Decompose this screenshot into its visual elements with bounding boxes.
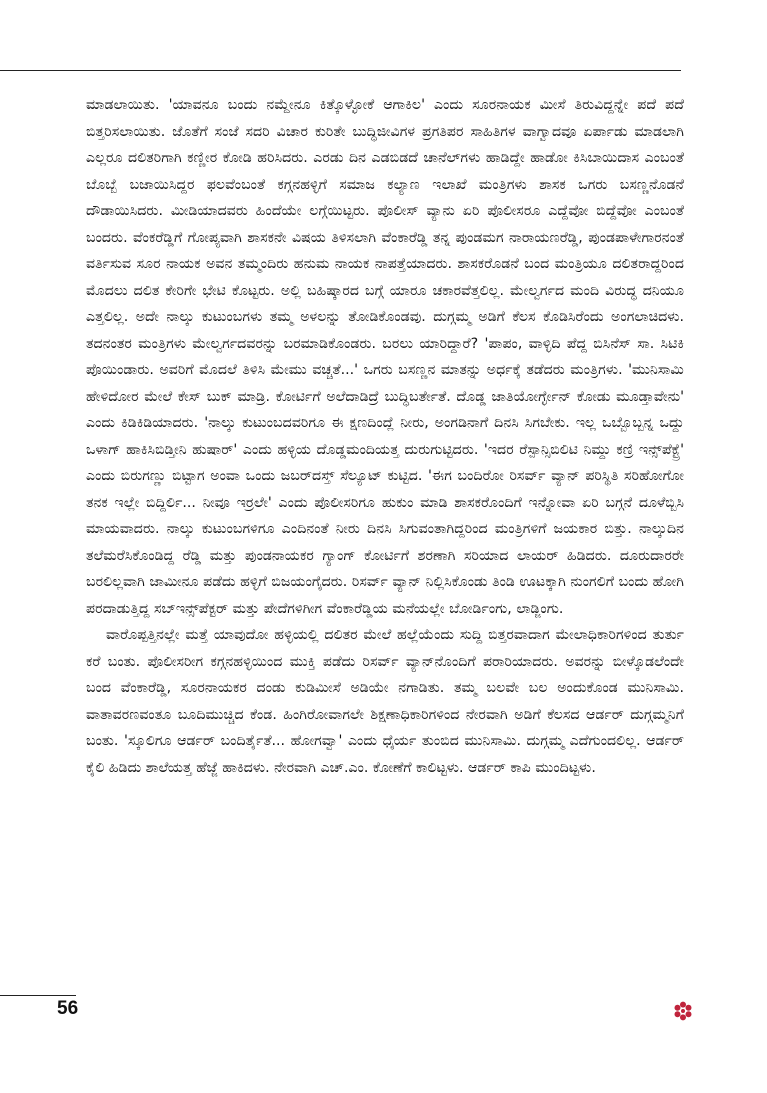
paragraph-1: ಮಾಡಲಾಯಿತು. 'ಯಾವನೂ ಬಂದು ನಮ್ದೇನೂ ಕಿತ್ಕೊಳ್ಳೋಕೆ ಆಗಾಕಿಲ' ಎಂದು ಸೂರನಾಯಕ ಮೀಸೆ ತಿರುವಿದ್ದನ್ನೇ ಪದೆ ಪದೆ ಬಿತ್ತರಿಸಲಾಯಿತು. ಜೊತೆಗೆ ಸಂಜೆ ಸದರಿ ವಿಚಾರ ಕುರಿತೇ ಬುದ್ಧಿಜೀವಿಗಳ ಪ್ರಗತಿಪರ ಸಾಹಿತಿಗಳ ವಾಗ್ವಾದವೂ ಏರ್ಪಾಡು ಮಾಡಲಾಗಿ ಎಲ್ಲರೂ ದಲಿತರಿಗಾಗಿ ಕಣ್ಣೀರ ಕೋಡಿ ಹರಿಸಿದರು. ಎರಡು ದಿನ ಎಡಬಿಡದೆ ಚಾನೆಲ್‌ಗಳು ಹಾಡಿದ್ದೇ ಹಾಡೋ ಕಿಸಿಬಾಯಿದಾಸ ಎಂಬಂತೆ ಬೊಬ್ಬೆ ಬಜಾಯಿಸಿದ್ದರ ಫಲವೆಂಬಂತೆ ಕಗ್ಗನಹಳ್ಳಿಗೆ ಸಮಾಜ ಕಲ್ಯಾಣ ಇಲಾಖೆ ಮಂತ್ರಿಗಳು ಶಾಸಕ ಒಗರು ಬಸಣ್ಣನೊಡನೆ ದೌಡಾಯಿಸಿದರು. ಮೀಡಿಯಾದವರು ಹಿಂದೆಯೇ ಲಗ್ಗೆಯಿಟ್ಟರು. ಪೊಲೀಸ್ ವ್ಯಾನು ಏರಿ ಪೊಲೀಸರೂ ಎದ್ದೆವೋ ಬಿದ್ದೆವೋ ಎಂಬಂತೆ ಬಂದರು. ವೆಂಕರೆಡ್ಡಿಗೆ ಗೋಪ್ಯವಾಗಿ ಶಾಸಕನೇ ವಿಷಯ ತಿಳಿಸಲಾಗಿ ವೆಂಕಾರೆಡ್ಡಿ ತನ್ನ ಪುಂಡಮಗ ನಾರಾಯಣರೆಡ್ಡಿ, ಪುಂಡಪಾಳೇಗಾರನಂತೆ ವರ್ತಿಸುವ ಸೂರ ನಾಯಕ ಅವನ ತಮ್ಮಂದಿರು ಹನುಮ ನಾಯಕ ನಾಪತ್ತೆಯಾದರು. ಶಾಸಕರೊಡನೆ ಬಂದ ಮಂತ್ರಿಯೂ ದಲಿತರಾದ್ದರಿಂದ ಮೊದಲು ದಲಿತ ಕೇರಿಗೇ ಭೇಟಿ ಕೊಟ್ಟರು. ಅಲ್ಲಿ ಬಹಿಷ್ಕಾರದ ಬಗ್ಗೆ ಯಾರೂ ಚಕಾರವೆತ್ತಲಿಲ್ಲ. ಮೇಲ್ವರ್ಗದ ಮಂದಿ ವಿರುದ್ಧ ದನಿಯೂ ಎತ್ತಲಿಲ್ಲ. ಅದೇ ನಾಲ್ಕು ಕುಟುಂಬಗಳು ತಮ್ಮ ಅಳಲನ್ನು ತೋಡಿಕೊಂಡವು. ದುಗ್ಗಮ್ಮ ಅಡಿಗೆ ಕೆಲಸ ಕೊಡಿಸಿರೆಂದು ಅಂಗಲಾಚಿದಳು. ತದನಂತರ ಮಂತ್ರಿಗಳು ಮೇಲ್ವರ್ಗದವರನ್ನು ಬರಮಾಡಿಕೊಂಡರು. ಬರಲು ಯಾರಿದ್ದಾರೆ? 'ಪಾಪಂ, ವಾಳ್ಳಿದಿ ಪೆದ್ದ ಬಿಸಿನೆಸ್ ಸಾ. ಸಿಟಿಕಿ ಪೊಯಿಂಡಾರು. ಅವರಿಗೆ ಮೊದಲೆ ತಿಳಿಸಿ ಮೇಮು ವಚ್ಚತೆ...' ಒಗರು ಬಸಣ್ಣನ ಮಾತನ್ನು ಅರ್ಧಕ್ಕೆ ತಡೆದರು ಮಂತ್ರಿಗಳು. 'ಮುನಿಸಾಮಿ ಹೇಳಿದೋರ ಮೇಲೆ ಕೇಸ್ ಬುಕ್ ಮಾಡ್ರಿ. ಕೋರ್ಟಿಗೆ ಅಲೆದಾಡಿದ್ರೆ ಬುದ್ಧಿಬರ್ತೇತೆ. ದೊಡ್ಡ ಜಾತಿಯೋರ್ಗ್ಳೇನ್ ಕೋಡು ಮೂಡ್ತಾವೇನು' ಎಂದು ಕಿಡಿಕಿಡಿಯಾದರು. 'ನಾಲ್ಕು ಕುಟುಂಬದವರಿಗೂ ಈ ಕ್ಷಣದಿಂದ್ಲೆ ನೀರು, ಅಂಗಡಿನಾಗೆ ದಿನಸಿ ಸಿಗಬೇಕು. ಇಲ್ಲ ಒಬ್ಬೊಬ್ಬನ್ನ ಒದ್ದು ಒಳಾಗ್ ಹಾಕಿಸಿಬಿಡ್ತೀನಿ ಹುಷಾರ್' ಎಂದು ಹಳ್ಳಿಯ ದೊಡ್ಡಮಂದಿಯತ್ತ ದುರುಗುಟ್ಟಿದರು. 'ಇದರ ರೆಸ್ಪಾನ್ಸಿಬಿಲಿಟಿ ನಿಮ್ದು ಕಣ್ರಿ ಇನ್ಸ್‌ಪೆಕ್ಟ್ರೆ' ಎಂದು ಬಿರುಗಣ್ಣು ಬಿಟ್ಟಾಗ ಅಂವಾ ಒಂದು ಜಬರ್‌ದಸ್ತ್ ಸೆಲ್ಯೂಟ್ ಕುಟ್ಟಿದ. 'ಈಗ ಬಂದಿರೋ ರಿಸರ್ವ್ ವ್ಯಾನ್ ಪರಿಸ್ಥಿತಿ ಸರಿಹೋಗೋ ತನಕ ಇಲ್ಲೇ ಬಿದ್ದಿರ್ಲಿ... ನೀವೂ ಇರ್ರಲೇ' ಎಂದು ಪೊಲೀಸರಿಗೂ ಹುಕುಂ ಮಾಡಿ ಶಾಸಕರೊಂದಿಗೆ ಇನ್ನೋವಾ ಏರಿ ಬಗ್ಗನೆ ದೂಳೆಬ್ಬಿಸಿ ಮಾಯವಾದರು. ನಾಲ್ಕು ಕುಟುಂಬಗಳಿಗೂ ಎಂದಿನಂತೆ ನೀರು ದಿನಸಿ ಸಿಗುವಂತಾಗಿದ್ದರಿಂದ ಮಂತ್ರಿಗಳಿಗೆ ಜಯಕಾರ ಬಿತ್ತು. ನಾಲ್ಕುದಿನ ತಲೆಮರೆಸಿಕೊಂಡಿದ್ದ ರೆಡ್ಡಿ ಮತ್ತು ಪುಂಡನಾಯಕರ ಗ್ಯಾಂಗ್ ಕೋರ್ಟಿಗೆ ಶರಣಾಗಿ ಸರಿಯಾದ ಲಾಯರ್ ಹಿಡಿದರು. ದೂರುದಾರರೇ ಬರಲಿಲ್ಲವಾಗಿ ಜಾಮೀನೂ ಪಡೆದು ಹಳ್ಳಿಗೆ ಬಿಜಯಂಗೈದರು. ರಿಸರ್ವ್ ವ್ಯಾನ್ ನಿಲ್ಲಿಸಿಕೊಂಡು ತಿಂಡಿ ಊಟಕ್ಕಾಗಿ ನುಂಗಲಿಗೆ ಬಂದು ಹೋಗಿ ಪರದಾಡುತ್ತಿದ್ದ ಸಬ್‌ಇನ್ಸ್‌ಪೆಕ್ಟರ್ ಮತ್ತು ಪೇದೆಗಳಿಗೀಗ ವೆಂಕಾರೆಡ್ಡಿಯ ಮನೆಯಲ್ಲೇ ಬೋರ್ಡಿಂಗು, ಲಾಡ್ಜಿಂಗು. xyxy=(86,97,684,617)
paragraph-2: ವಾರೊಪ್ಪತ್ತಿನಲ್ಲೇ ಮತ್ತೆ ಯಾವುದೋ ಹಳ್ಳಿಯಲ್ಲಿ ದಲಿತರ ಮೇಲೆ ಹಲ್ಲೆಯೆಂದು ಸುದ್ದಿ ಬಿತ್ತರವಾದಾಗ ಮೇಲಾಧಿಕಾರಿಗಳಿಂದ ತುರ್ತು ಕರೆ ಬಂತು. ಪೊಲೀಸರೀಗ ಕಗ್ಗನಹಳ್ಳಿಯಿಂದ ಮುಕ್ತಿ ಪಡೆದು ರಿಸರ್ವ್ ವ್ಯಾನ್‌ನೊಂದಿಗೆ ಪರಾರಿಯಾದರು. ಅವರನ್ನು ಬೀಳ್ಕೊಡಲೆಂದೇ ಬಂದ ವೆಂಕಾರೆಡ್ಡಿ, ಸೂರನಾಯಕರ ದಂಡು ಕುಡಿಮೀಸೆ ಅಡಿಯೇ ನಗಾಡಿತು. ತಮ್ಮ ಬಲವೇ ಬಲ ಅಂದುಕೊಂಡ ಮುನಿಸಾಮಿ. ವಾತಾವರಣವಂತೂ ಬೂದಿಮುಚ್ಚಿದ ಕೆಂಡ. ಹಿಂಗಿರೋವಾಗಲೇ ಶಿಕ್ಷಣಾಧಿಕಾರಿಗಳಿಂದ ನೇರವಾಗಿ ಅಡಿಗೆ ಕೆಲಸದ ಆರ್ಡರ್ ದುಗ್ಗಮ್ಮನಿಗೆ ಬಂತು. 'ಸ್ಕೂಲಿಗೂ ಆರ್ಡರ್ ಬಂದಿರ್ತೈತೆ... ಹೋಗವ್ವಾ' ಎಂದು ಧೈರ್ಯ ತುಂಬಿದ ಮುನಿಸಾಮಿ. ದುಗ್ಗಮ್ಮ ಎದೆಗುಂದಲಿಲ್ಲ. ಆರ್ಡರ್ ಕೈಲಿ ಹಿಡಿದು ಶಾಲೆಯತ್ತ ಹೆಜ್ಜೆ ಹಾಕಿದಳು. ನೇರವಾಗಿ ಎಚ್.ಎಂ. ಕೋಣೆಗೆ ಕಾಲಿಟ್ಟಳು. ಆರ್ಡರ್ ಕಾಪಿ ಮುಂದಿಟ್ಟಳು. xyxy=(86,627,684,776)
header-rule xyxy=(0,70,681,71)
flower-ornament-icon xyxy=(673,1001,693,1021)
page-number: 56 xyxy=(57,998,79,1019)
body-text xyxy=(86,92,684,781)
footer-rule xyxy=(0,995,76,996)
